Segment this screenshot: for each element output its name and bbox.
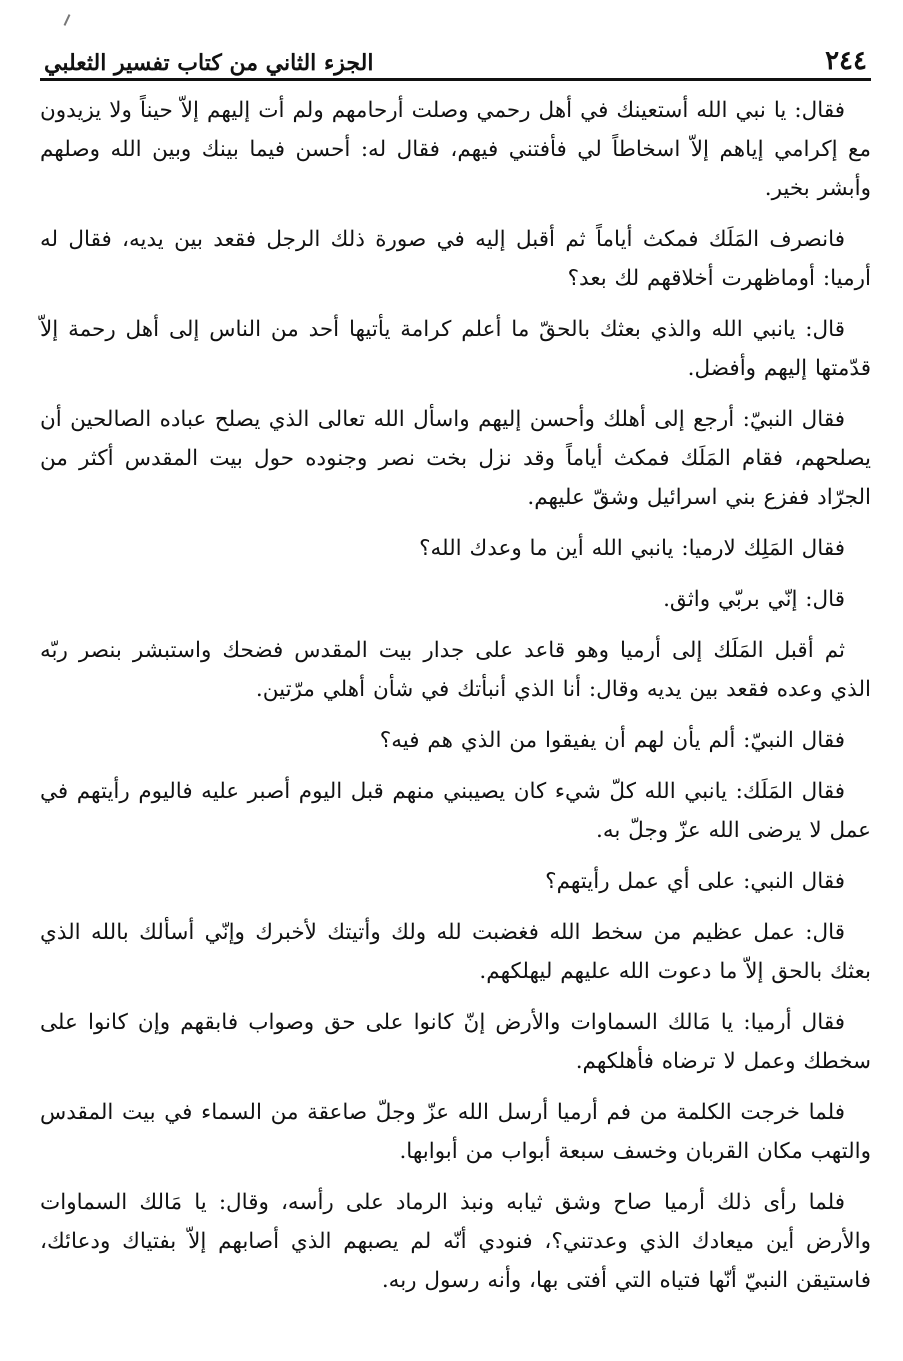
paragraph-9: فقال المَلَك: يانبي الله كلّ شيء كان يصيبني منهم قبل اليوم أصبر عليه فاليوم رأيتهم في عمل لا يرضى الله عزّ وجلّ به. (40, 779, 871, 843)
paragraph-4: فقال النبيّ: أرجع إلى أهلك وأحسن إليهم واسأل الله تعالى الذي يصلح عباده الصالحين أن يصلحهم، فقام المَلَك فمكث أياماً وقد نزل بخت نصر وجنوده حول بيت المقدس أكثر من الجرّاد ففزع بني اسرائيل وشقّ عليهم. (40, 407, 871, 510)
scan-mark (64, 14, 71, 26)
paragraph-3: قال: يانبي الله والذي بعثك بالحقّ ما أعلم كرامة يأتيها أحد من الناس إلى أهل رحمة إلاّ قدّمتها إليهم وأفضل. (40, 317, 871, 381)
paragraph-13: فلما خرجت الكلمة من فم أرميا أرسل الله عزّ وجلّ صاعقة من السماء في بيت المقدس والتهب مكان القربان وخسف سبعة أبواب من أبوابها. (40, 1100, 871, 1164)
paragraph-14: فلما رأى ذلك أرميا صاح وشق ثيابه ونبذ الرماد على رأسه، وقال: يا مَالك السماوات والأرض أين ميعادك الذي وعدتني؟، فنودي أنّه لم يصبهم الذي أصابهم إلاّ بفتياك ودعائك، فاستيقن النبيّ أنّها فتياه التي أفتى بها، وأنه رسول ربه. (40, 1190, 871, 1293)
paragraph-12: فقال أرميا: يا مَالك السماوات والأرض إنّ كانوا على حق وصواب فابقهم وإن كانوا على سخطك وعمل لا ترضاه فأهلكهم. (40, 1010, 871, 1074)
page-body (40, 91, 871, 1300)
paragraph-1: فقال: يا نبي الله أستعينك في أهل رحمي وصلت أرحامهم ولم أت إليهم إلاّ حيناً ولا يزيدون مع إكرامي إياهم إلاّ اسخاطاً لي فأفتني فيهم، فقال له: أحسن فيما بينك وبين الله وصلهم وأبشر بخير. (40, 98, 871, 201)
paragraph-2: فانصرف المَلَك فمكث أياماً ثم أقبل إليه في صورة ذلك الرجل فقعد بين يديه، فقال له أرميا: أوماظهرت أخلاقهم لك بعد؟ (40, 227, 871, 291)
paragraph-8: فقال النبيّ: ألم يأن لهم أن يفيقوا من الذي هم فيه؟ (379, 728, 845, 753)
paragraph-7: ثم أقبل المَلَك إلى أرميا وهو قاعد على جدار بيت المقدس فضحك واستبشر بنصر ربّه الذي وعده فقعد بين يديه وقال: أنا الذي أنبأتك في شأن أهلي مرّتين. (40, 638, 871, 702)
paragraph-11: قال: عمل عظيم من سخط الله فغضبت لله ولك وأتيتك لأخبرك وإنّي أسألك بالله الذي بعثك بالحق إلاّ ما دعوت الله عليهم ليهلكهم. (40, 920, 871, 984)
running-title: الجزء الثاني من كتاب تفسير الثعلبي (44, 50, 374, 76)
paragraph-6: قال: إنّي بربّي واثق. (663, 587, 845, 612)
paragraph-10: فقال النبي: على أي عمل رأيتهم؟ (545, 869, 845, 894)
page-number: ٢٤٤ (825, 46, 867, 76)
paragraph-5: فقال المَلِك لارميا: يانبي الله أين ما وعدك الله؟ (419, 536, 845, 561)
page-header (40, 36, 871, 81)
